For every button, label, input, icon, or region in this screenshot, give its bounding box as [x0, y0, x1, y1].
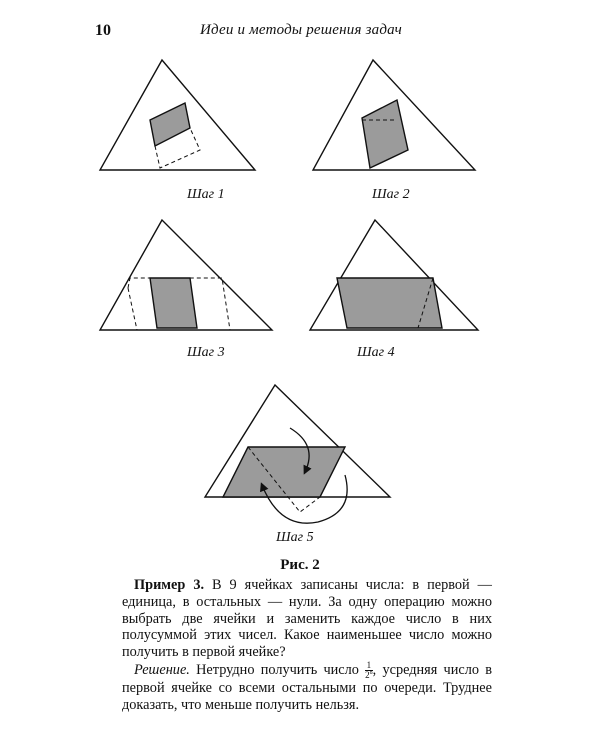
example-body: В 9 ячейках записаны числа: в первой — единица, в остальных — нули. За одну операцию можно выбрать две ячейки и заменить каждое число в них полусуммой этих чисел. Какое наименьшее число можно получить в первой ячейке?	[122, 577, 492, 661]
running-title: Идеи и методы решения задач	[200, 22, 403, 38]
fraction-base: 2	[365, 670, 370, 680]
step-3-shaded-rect	[150, 278, 197, 328]
step-4-shaded-rect	[337, 278, 442, 328]
solution-paragraph	[122, 661, 492, 714]
step-5-caption: Шаг 5	[276, 530, 314, 545]
step-3-dashed-left	[128, 288, 137, 330]
solution-text-after: , усредняя число в первой ячейке со всеми остальными по очереди. Труднее доказать, что меньше получить нельзя.	[122, 661, 493, 713]
example-label: Пример 3.	[134, 577, 205, 593]
step-3-diagram	[100, 220, 272, 330]
step-3-caption: Шаг 3	[187, 345, 225, 360]
step-1-diagram	[100, 60, 255, 170]
fraction-one-over-two-pow-eight	[365, 661, 373, 680]
step-4-diagram	[310, 220, 478, 330]
step-5-shaded-parallelogram	[223, 447, 345, 497]
step-5-diagram	[205, 385, 390, 523]
fraction-denominator	[365, 671, 373, 680]
solution-label: Решение.	[134, 661, 190, 678]
page-number: 10	[95, 22, 111, 39]
fraction-exponent: 8	[369, 670, 373, 676]
step-4-caption: Шаг 4	[357, 345, 395, 360]
step-2-shaded-quad	[362, 100, 408, 168]
step-2-diagram	[313, 60, 475, 170]
step-1-caption: Шаг 1	[187, 187, 225, 202]
solution-text-before: Нетрудно получить число	[196, 661, 359, 678]
figure-title: Рис. 2	[280, 557, 320, 573]
step-1-shaded-rhombus	[150, 103, 190, 146]
fraction-numerator: 1	[366, 660, 372, 670]
step-2-caption: Шаг 2	[372, 187, 410, 202]
example-3-paragraph	[122, 577, 492, 661]
